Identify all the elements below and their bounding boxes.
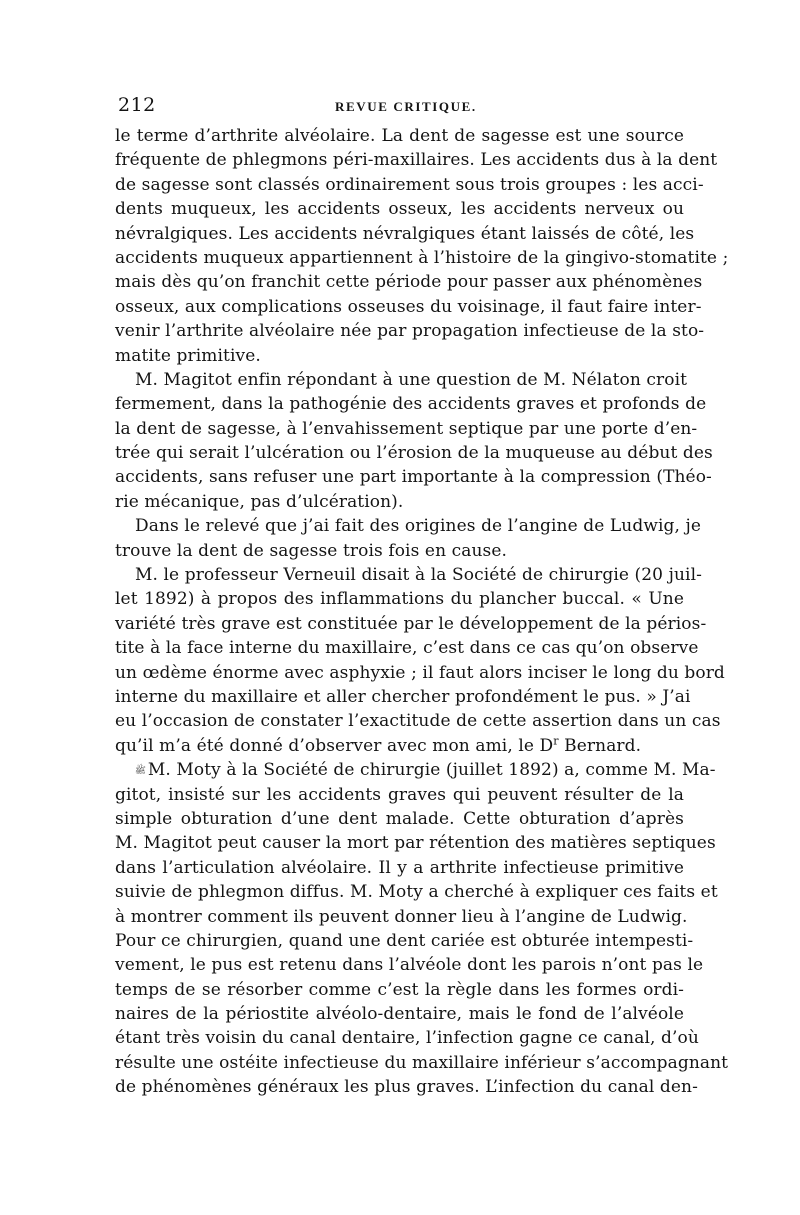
marginal-mark: ﷺ: [135, 766, 146, 777]
text-line: fréquente de phlegmons péri-maxillaires. Les accidents dus à la dent: [115, 150, 718, 171]
paragraph: [115, 758, 729, 1099]
text-line: résulte une ostéite infectieuse du maxillaire inférieur s’accompagnant: [115, 1052, 729, 1073]
text-line: un œdème énorme avec asphyxie ; il faut alors inciser le long du bord: [115, 662, 725, 683]
text-line: fermement, dans la pathogénie des accidents graves et profonds de: [115, 394, 707, 415]
text-line: accidents, sans refuser une part importante à la compression (Théo-: [115, 467, 712, 488]
page-number: 212: [118, 94, 156, 116]
text-line: vement, le pus est retenu dans l’alvéole dont les parois n’ont pas le: [115, 955, 704, 976]
paragraph: [115, 368, 713, 514]
text-line: matite primitive.: [115, 345, 261, 366]
text-line: le terme d’arthrite alvéolaire. La dent de sagesse est une source: [115, 126, 684, 146]
paragraph: [115, 563, 725, 758]
body-text: [115, 124, 729, 1100]
running-title: REVUE CRITIQUE.: [335, 99, 477, 114]
text-line: interne du maxillaire et aller chercher profondément le pus. » J’ai: [115, 686, 691, 707]
text-line: tite à la face interne du maxillaire, c’est dans ce cas qu’on observe: [115, 638, 699, 659]
text-line-end: Bernard.: [558, 735, 642, 756]
text-line: M. Magitot enfin répondant à une question de M. Nélaton croit: [135, 369, 688, 390]
text-line: de sagesse sont classés ordinairement sous trois groupes : les acci-: [115, 174, 704, 195]
text-line: M. Magitot peut causer la mort par rétention des matières septiques: [115, 833, 716, 854]
text-line: M. le professeur Verneuil disait à la Société de chirurgie (20 juil-: [135, 565, 702, 586]
paragraph: [115, 124, 729, 368]
text-line: [115, 758, 716, 782]
text-line: [115, 734, 684, 758]
text-line: temps de se résorber comme c’est la règle dans les formes ordi-: [115, 979, 684, 1000]
paragraph: [115, 514, 702, 563]
doctor-abbreviation-superscript: r: [553, 734, 559, 748]
text-line: mais dès qu’on franchit cette période pour passer aux phénomènes: [115, 272, 703, 293]
text-line: de phénomènes généraux les plus graves. L’infection du canal den-: [115, 1077, 698, 1098]
text-line: rie mécanique, pas d’ulcération).: [115, 491, 404, 512]
text-line: venir l’arthrite alvéolaire née par propagation infectieuse de la sto-: [115, 321, 705, 342]
text-line: accidents muqueux appartiennent à l’histoire de la gingivo-stomatite ;: [115, 247, 729, 268]
text-line: Pour ce chirurgien, quand une dent cariée est obturée intempesti-: [115, 930, 694, 951]
text-line-content: M. Moty à la Société de chirurgie (juillet 1892) a, comme M. Ma-: [147, 760, 716, 781]
text-line: à montrer comment ils peuvent donner lieu à l’angine de Ludwig.: [115, 906, 688, 927]
text-line: trée qui serait l’ulcération ou l’érosion de la muqueuse au début des: [115, 443, 713, 464]
text-line: névralgiques. Les accidents névralgiques étant laissés de côté, les: [115, 223, 695, 244]
text-line-start: qu’il m’a été donné d’observer avec mon ami, le D: [115, 735, 554, 756]
text-line: variété très grave est constituée par le développement de la périos-: [115, 613, 707, 634]
text-line: osseux, aux complications osseuses du voisinage, il faut faire inter-: [115, 296, 702, 317]
text-line: let 1892) à propos des inflammations du plancher buccal. « Une: [115, 589, 684, 610]
text-line: étant très voisin du canal dentaire, l’infection gagne ce canal, d’où: [115, 1028, 699, 1049]
text-line: simple obturation d’une dent malade. Cette obturation d’après: [115, 808, 684, 829]
text-line: Dans le relevé que j’ai fait des origines de l’angine de Ludwig, je: [135, 516, 702, 537]
text-line: eu l’occasion de constater l’exactitude de cette assertion dans un cas: [115, 711, 721, 732]
text-line: naires de la périostite alvéolo-dentaire, mais le fond de l’alvéole: [115, 1004, 684, 1025]
text-line: suivie de phlegmon diffus. M. Moty a cherché à expliquer ces faits et: [115, 882, 718, 903]
text-line: dents muqueux, les accidents osseux, les accidents nerveux ou: [115, 199, 684, 220]
text-line: dans l’articulation alvéolaire. Il y a arthrite infectieuse primitive: [115, 857, 684, 878]
text-line: trouve la dent de sagesse trois fois en cause.: [115, 540, 508, 561]
text-line: la dent de sagesse, à l’envahissement septique par une porte d’en-: [115, 418, 698, 439]
text-line: gitot, insisté sur les accidents graves qui peuvent résulter de la: [115, 784, 684, 805]
running-head: [110, 94, 694, 122]
